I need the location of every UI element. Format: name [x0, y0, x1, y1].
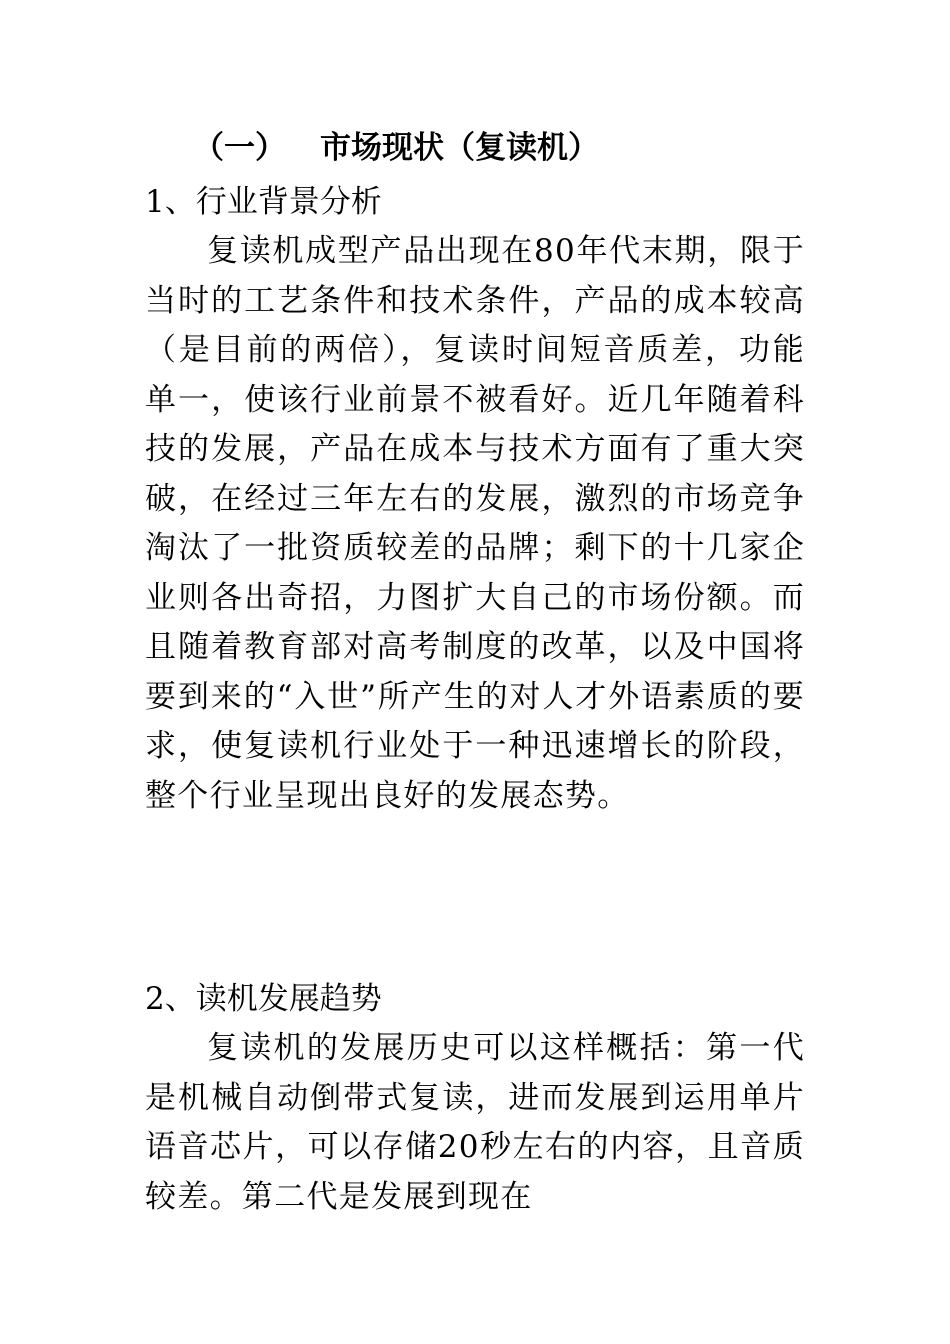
body-paragraph: 复读机成型产品出现在80年代末期，限于当时的工艺条件和技术条件，产品的成本较高（是目前的两倍），复读时间短音质差，功能单一，使该行业前景不被看好。近几年随着科技的发展，产品在成本与技术方面有了重大突破，在经过三年左右的发展，激烈的市场竞争淘汰了一批资质较差的品牌；剩下的十几家企业则各出奇招，力图扩大自己的市场份额。而且随着教育部对高考制度的改革，以及中国将要到来的“入世”所产生的对人才外语素质的要求，使复读机行业处于一种迅速增长的阶段，整个行业呈现出良好的发展态势。	[145, 233, 805, 814]
subsection-title: 1、行业背景分析	[145, 184, 382, 220]
section-heading	[193, 128, 599, 168]
subsection-title: 2、读机发展趋势	[145, 981, 382, 1017]
heading-title: 市场现状（复读机）	[320, 130, 599, 166]
heading-number: （一）	[193, 130, 286, 166]
development-trend-section	[145, 975, 805, 1222]
body-paragraph: 复读机的发展历史可以这样概括：第一代是机械自动倒带式复读，进而发展到运用单片语音芯片，可以存储20秒左右的内容，且音质较差。第二代是发展到现在	[145, 1030, 805, 1215]
industry-background-section	[145, 178, 805, 821]
